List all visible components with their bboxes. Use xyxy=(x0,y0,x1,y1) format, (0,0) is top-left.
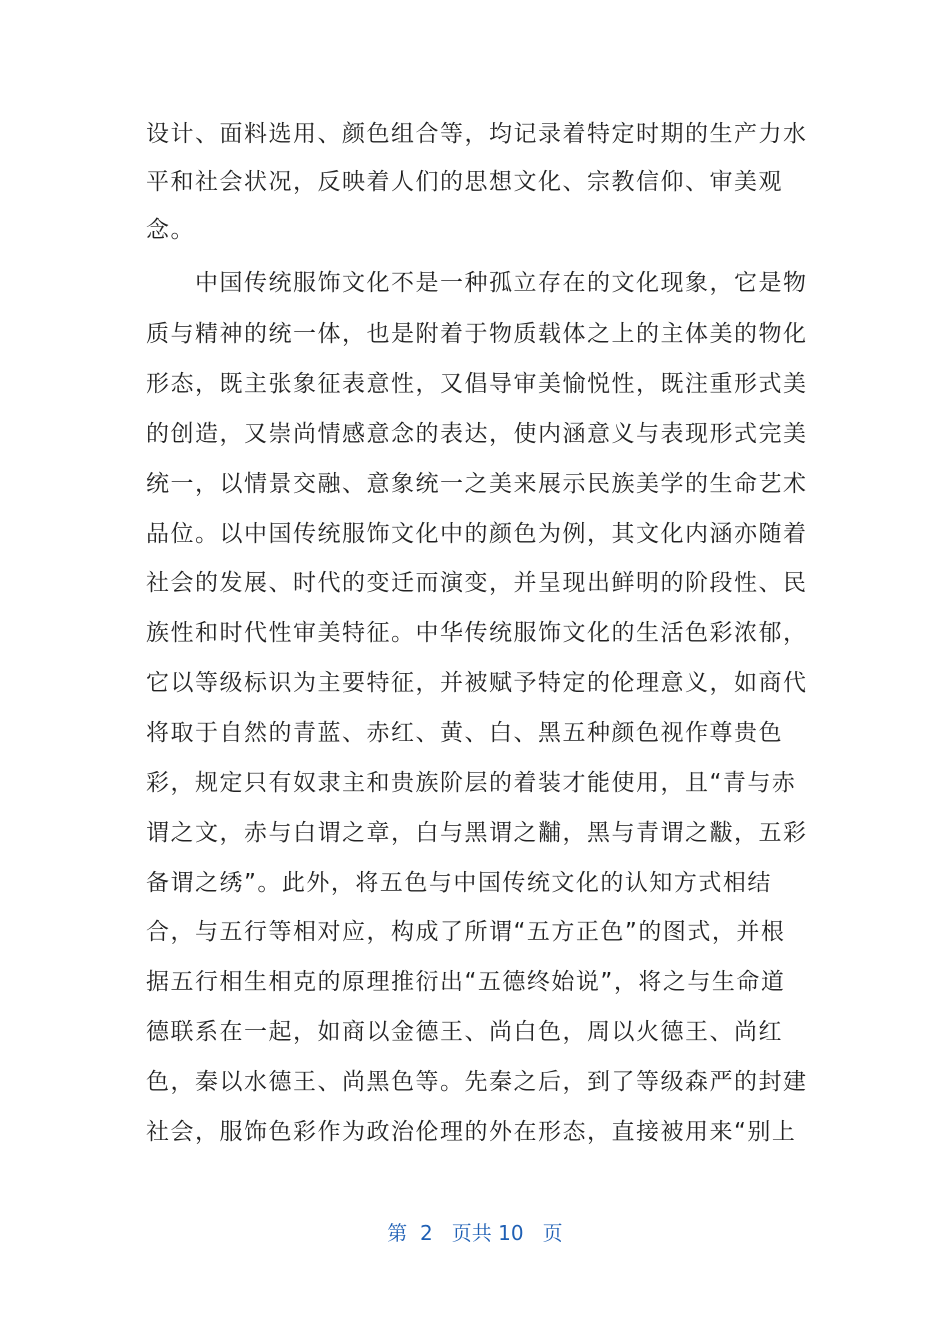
text-line-20: 色，秦以水德王、尚黑色等。先秦之后，到了等级森严的封建 xyxy=(146,1069,808,1095)
text-line-7: 的创造，又崇尚情感意念的表达，使内涵意义与表现形式完美 xyxy=(146,421,808,447)
text-line-4: 中国传统服饰文化不是一种孤立存在的文化现象，它是物 xyxy=(146,270,808,296)
text-line-14: 彩，规定只有奴隶主和贵族阶层的着装才能使用，且“青与赤 xyxy=(146,770,797,796)
page-number-footer: 第 2 页共 10 页 xyxy=(387,1221,563,1245)
text-line-21: 社会，服饰色彩作为政治伦理的外在形态，直接被用来“别上 xyxy=(146,1119,797,1145)
text-line-9: 品位。以中国传统服饰文化中的颜色为例，其文化内涵亦随着 xyxy=(146,521,808,547)
text-line-19: 德联系在一起，如商以金德王、尚白色，周以火德王、尚红 xyxy=(146,1019,783,1045)
text-line-15: 谓之文，赤与白谓之章，白与黑谓之黼，黑与青谓之黻，五彩 xyxy=(146,820,808,846)
text-line-13: 将取于自然的青蓝、赤红、黄、白、黑五种颜色视作尊贵色 xyxy=(146,720,783,746)
text-line-3: 念。 xyxy=(146,217,195,243)
text-line-11: 族性和时代性审美特征。中华传统服饰文化的生活色彩浓郁， xyxy=(146,620,808,646)
text-line-5: 质与精神的统一体，也是附着于物质载体之上的主体美的物化 xyxy=(146,321,808,347)
text-line-2: 平和社会状况，反映着人们的思想文化、宗教信仰、审美观 xyxy=(146,169,783,195)
text-line-12: 它以等级标识为主要特征，并被赋予特定的伦理意义，如商代 xyxy=(146,670,808,696)
text-line-1: 设计、面料选用、颜色组合等，均记录着特定时期的生产力水 xyxy=(146,121,808,147)
text-line-18: 据五行相生相克的原理推衍出“五德终始说”，将之与生命道 xyxy=(146,969,786,995)
text-line-10: 社会的发展、时代的变迁而演变，并呈现出鲜明的阶段性、民 xyxy=(146,570,808,596)
text-line-6: 形态，既主张象征表意性，又倡导审美愉悦性，既注重形式美 xyxy=(146,371,808,397)
text-line-8: 统一，以情景交融、意象统一之美来展示民族美学的生命艺术 xyxy=(146,471,808,497)
text-line-17: 合，与五行等相对应，构成了所谓“五方正色”的图式，并根 xyxy=(146,919,786,945)
text-line-16: 备谓之绣”。此外，将五色与中国传统文化的认知方式相结 xyxy=(146,870,772,896)
